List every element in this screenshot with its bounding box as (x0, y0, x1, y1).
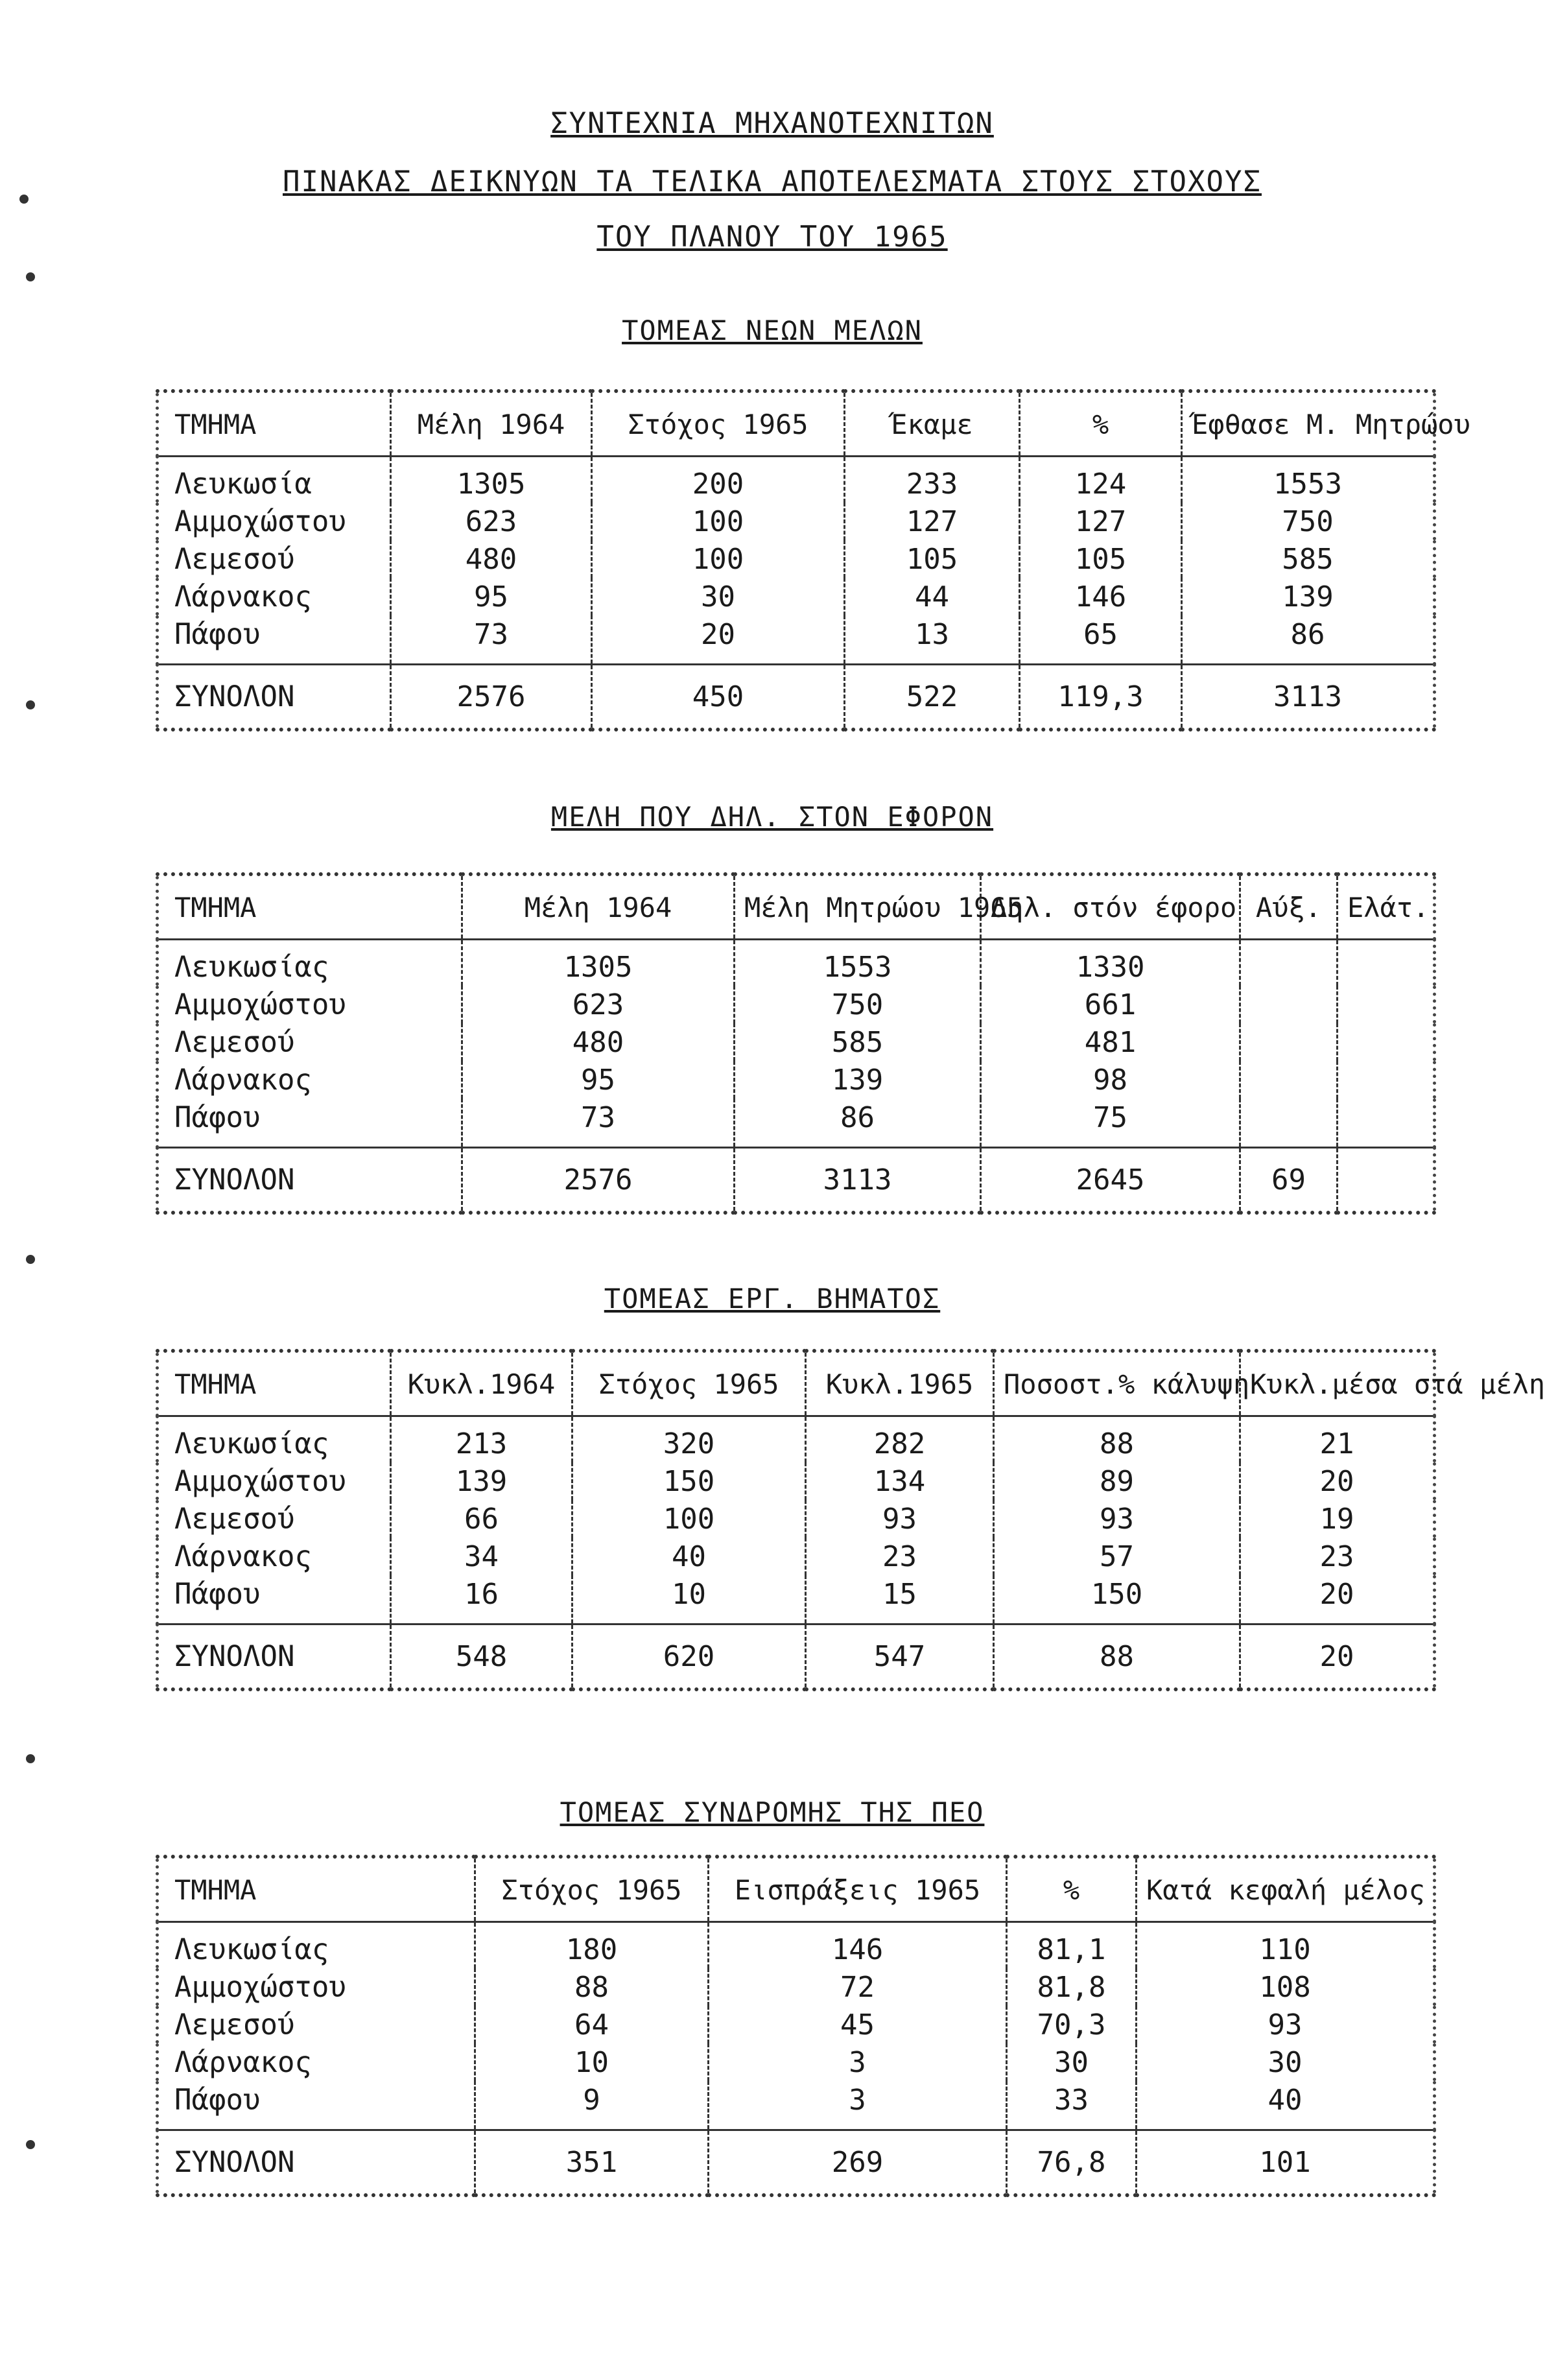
table-cell (1240, 1061, 1338, 1099)
table-cell: Αμμοχώστου (174, 505, 346, 538)
table-cell: 13 (845, 615, 1020, 665)
table-cell: 81,1 (1007, 1922, 1137, 1969)
table-cell: Πάφου (174, 2083, 261, 2117)
table-cell: Πάφου (174, 617, 261, 651)
table-row (158, 540, 1435, 578)
table-cell: 95 (391, 578, 592, 615)
table-cell: 100 (592, 540, 845, 578)
column-header: % (1020, 391, 1182, 457)
table-row (158, 1968, 1435, 2006)
table-cell: 69 (1240, 1148, 1338, 1213)
table-row (158, 1061, 1435, 1099)
table-cell: 100 (592, 503, 845, 540)
document-subheading: ΠΙΝΑΚΑΣ ΔΕΙΚΝΥΩΝ ΤΑ ΤΕΛΙΚΑ ΑΠΟΤΕΛΕΣΜΑΤΑ ΣΤΟΥΣ ΣΤΟΧΟΥΣ (283, 165, 1262, 198)
table-total-row (158, 1148, 1435, 1213)
table-cell: 86 (1182, 615, 1435, 665)
column-header: ΤΜΗΜΑ (158, 874, 462, 940)
table-cell: 108 (1137, 1968, 1435, 2006)
table-cell: 124 (1020, 457, 1182, 503)
table-row (158, 1416, 1435, 1463)
table-row (158, 2043, 1435, 2081)
margin-dot (26, 1754, 35, 1763)
section-title-work-step: ΤΟΜΕΑΣ ΕΡΓ. ΒΗΜΑΤΟΣ (604, 1283, 941, 1315)
table-cell: 547 (806, 1624, 994, 1690)
table-cell: 75 (981, 1099, 1240, 1148)
table-cell: Λεμεσού (174, 2008, 295, 2041)
column-header: Στόχος 1965 (572, 1351, 806, 1416)
table-row (158, 1538, 1435, 1575)
table-cell: 661 (981, 986, 1240, 1023)
table-row (158, 578, 1435, 615)
table-cell (1338, 1023, 1435, 1061)
table-cell: 623 (391, 503, 592, 540)
table-cell: 81,8 (1007, 1968, 1137, 2006)
column-header: ΤΜΗΜΑ (158, 1857, 475, 1922)
table-row (158, 1922, 1435, 1969)
table-cell: Λευκωσίας (174, 1933, 329, 1966)
table-cell: Λεμεσού (174, 1502, 295, 1536)
table-cell: 20 (592, 615, 845, 665)
table-cell: 44 (845, 578, 1020, 615)
table-cell: 139 (391, 1462, 572, 1500)
table-cell: 105 (1020, 540, 1182, 578)
table-cell: 73 (391, 615, 592, 665)
column-header: ΤΜΗΜΑ (158, 391, 391, 457)
table-cell: 750 (1182, 503, 1435, 540)
table-cell: 282 (806, 1416, 994, 1463)
table-cell: 45 (709, 2006, 1007, 2043)
table-cell: 30 (1007, 2043, 1137, 2081)
table-cell: 213 (391, 1416, 572, 1463)
column-header: Στόχος 1965 (475, 1857, 709, 1922)
table-header-row (158, 391, 1435, 457)
table-row (158, 1099, 1435, 1148)
table-cell: 180 (475, 1922, 709, 1969)
table-cell (1240, 940, 1338, 986)
table-total-row (158, 665, 1435, 730)
table-declared-members (156, 872, 1436, 1215)
table-cell (1240, 1023, 1338, 1061)
table-cell: 23 (806, 1538, 994, 1575)
table-cell: 15 (806, 1575, 994, 1624)
column-header: Κατά κεφαλή μέλος (1137, 1857, 1435, 1922)
table-cell (1240, 1099, 1338, 1148)
table-cell: 450 (592, 665, 845, 730)
table-cell: Αμμοχώστου (174, 1464, 346, 1498)
table-cell (1338, 986, 1435, 1023)
table-cell: 70,3 (1007, 2006, 1137, 2043)
table-cell: 93 (806, 1500, 994, 1538)
column-header: Κυκλ.1964 (391, 1351, 572, 1416)
table-row (158, 940, 1435, 986)
table-cell: Λάρνακος (174, 2045, 312, 2079)
table-cell: 1305 (391, 457, 592, 503)
table-cell: 95 (462, 1061, 735, 1099)
column-header: Ποσοστ.% κάλυψη (994, 1351, 1240, 1416)
table-cell: 1553 (1182, 457, 1435, 503)
column-header: ΤΜΗΜΑ (158, 1351, 391, 1416)
table-cell: Λευκωσία (174, 467, 312, 501)
table-cell: 3113 (735, 1148, 981, 1213)
table-cell: 233 (845, 457, 1020, 503)
column-header: % (1007, 1857, 1137, 1922)
table-cell: Λευκωσίας (174, 950, 329, 984)
table-cell: 105 (845, 540, 1020, 578)
table-cell: 127 (1020, 503, 1182, 540)
table-cell: Λάρνακος (174, 580, 312, 613)
table-cell: 93 (994, 1500, 1240, 1538)
section-title-subscription: ΤΟΜΕΑΣ ΣΥΝΔΡΟΜΗΣ ΤΗΣ ΠΕΟ (560, 1796, 985, 1828)
table-cell: ΣΥΝΟΛΟΝ (158, 665, 391, 730)
table-cell: 101 (1137, 2130, 1435, 2196)
table-cell: 139 (735, 1061, 981, 1099)
table-cell: 110 (1137, 1922, 1435, 1969)
table-cell: 146 (1020, 578, 1182, 615)
table-cell: 1305 (462, 940, 735, 986)
margin-dot (26, 2140, 35, 2149)
table-cell: 98 (981, 1061, 1240, 1099)
table-cell: 585 (735, 1023, 981, 1061)
table-cell: 269 (709, 2130, 1007, 2196)
table-cell: 30 (1137, 2043, 1435, 2081)
table-total-row (158, 1624, 1435, 1690)
table-cell: Λεμεσού (174, 542, 295, 576)
table-cell: 40 (1137, 2081, 1435, 2130)
table-new-members (156, 389, 1470, 732)
column-header: Έκαμε (845, 391, 1020, 457)
table-cell: 86 (735, 1099, 981, 1148)
table-cell: 19 (1240, 1500, 1435, 1538)
table-subscription (156, 1855, 1436, 2197)
table-row (158, 986, 1435, 1023)
table-cell: 320 (572, 1416, 806, 1463)
table-cell: 522 (845, 665, 1020, 730)
table-cell: 20 (1240, 1575, 1435, 1624)
table-work-step (156, 1349, 1545, 1691)
column-header: Εισπράξεις 1965 (709, 1857, 1007, 1922)
table-cell (1240, 986, 1338, 1023)
table-cell: Πάφου (174, 1101, 261, 1134)
table-cell: 351 (475, 2130, 709, 2196)
table-total-row (158, 2130, 1435, 2196)
column-header: Μέλη Μητρώου 1965 (735, 874, 981, 940)
table-cell: 65 (1020, 615, 1182, 665)
table-cell: 150 (994, 1575, 1240, 1624)
table-cell: Αμμοχώστου (174, 988, 346, 1021)
table-cell: 139 (1182, 578, 1435, 615)
table-cell: Λευκωσίας (174, 1427, 329, 1460)
table-header-row (158, 1351, 1435, 1416)
margin-dot (26, 272, 35, 281)
column-header: Κυκλ.μέσα στά μέλη (1240, 1351, 1435, 1416)
table-cell: 10 (572, 1575, 806, 1624)
document-subheading-year: ΤΟΥ ΠΛΑΝΟΥ ΤΟΥ 1965 (596, 220, 948, 254)
table-row (158, 1023, 1435, 1061)
table-cell: Αμμοχώστου (174, 1970, 346, 2004)
table-cell: 72 (709, 1968, 1007, 2006)
table-cell: 21 (1240, 1416, 1435, 1463)
table-cell: 119,3 (1020, 665, 1182, 730)
document-heading: ΣΥΝΤΕΧΝΙΑ ΜΗΧΑΝΟΤΕΧΝΙΤΩΝ (550, 107, 994, 140)
section-title-declared-members: ΜΕΛΗ ΠΟΥ ΔΗΛ. ΣΤΟΝ ΕΦΟΡΟΝ (550, 801, 994, 833)
table-cell: 33 (1007, 2081, 1137, 2130)
table-row (158, 1500, 1435, 1538)
table-cell: 100 (572, 1500, 806, 1538)
table-cell: ΣΥΝΟΛΟΝ (158, 1148, 462, 1213)
table-cell: 88 (994, 1624, 1240, 1690)
table-cell: 30 (592, 578, 845, 615)
table-cell: 88 (994, 1416, 1240, 1463)
column-header: Μέλη 1964 (462, 874, 735, 940)
table-cell: 3 (709, 2043, 1007, 2081)
table-cell: 200 (592, 457, 845, 503)
table-row (158, 2081, 1435, 2130)
table-cell: ΣΥΝΟΛΟΝ (158, 1624, 391, 1690)
column-header: Μέλη 1964 (391, 391, 592, 457)
table-cell: 623 (462, 986, 735, 1023)
table-cell: 750 (735, 986, 981, 1023)
table-cell: 23 (1240, 1538, 1435, 1575)
table-cell: 585 (1182, 540, 1435, 578)
column-header: Έφθασε Μ. Μητρώου (1182, 391, 1435, 457)
table-row (158, 1575, 1435, 1624)
table-cell: 9 (475, 2081, 709, 2130)
table-row (158, 457, 1435, 503)
table-cell: 57 (994, 1538, 1240, 1575)
margin-dot (19, 195, 29, 204)
table-row (158, 2006, 1435, 2043)
table-cell: Πάφου (174, 1577, 261, 1611)
table-cell: Λάρνακος (174, 1540, 312, 1573)
column-header: Δηλ. στόν έφορο (981, 874, 1240, 940)
margin-dot (26, 700, 35, 709)
table-row (158, 503, 1435, 540)
table-cell: 89 (994, 1462, 1240, 1500)
section-title-new-members: ΤΟΜΕΑΣ ΝΕΩΝ ΜΕΛΩΝ (622, 315, 923, 346)
table-cell: 2576 (391, 665, 592, 730)
column-header: Στόχος 1965 (592, 391, 845, 457)
table-cell: 20 (1240, 1462, 1435, 1500)
table-cell: 620 (572, 1624, 806, 1690)
table-cell: Λάρνακος (174, 1063, 312, 1097)
table-cell: 93 (1137, 2006, 1435, 2043)
table-cell: 1553 (735, 940, 981, 986)
table-cell: 127 (845, 503, 1020, 540)
table-cell: 481 (981, 1023, 1240, 1061)
table-cell: 3113 (1182, 665, 1435, 730)
table-cell: 480 (391, 540, 592, 578)
table-row (158, 1462, 1435, 1500)
table-cell (1338, 940, 1435, 986)
table-row (158, 615, 1435, 665)
table-cell: 3 (709, 2081, 1007, 2130)
table-cell: 64 (475, 2006, 709, 2043)
table-cell: 66 (391, 1500, 572, 1538)
table-cell (1338, 1061, 1435, 1099)
table-header-row (158, 874, 1435, 940)
table-cell: 73 (462, 1099, 735, 1148)
table-cell: 34 (391, 1538, 572, 1575)
table-cell: 548 (391, 1624, 572, 1690)
column-header: Ελάτ. (1338, 874, 1435, 940)
table-cell: 2576 (462, 1148, 735, 1213)
table-header-row (158, 1857, 1435, 1922)
table-cell: 2645 (981, 1148, 1240, 1213)
table-cell: 146 (709, 1922, 1007, 1969)
table-cell: 16 (391, 1575, 572, 1624)
table-cell: 1330 (981, 940, 1240, 986)
table-cell: 88 (475, 1968, 709, 2006)
column-header: Αύξ. (1240, 874, 1338, 940)
margin-dot (26, 1255, 35, 1264)
table-cell: ΣΥΝΟΛΟΝ (158, 2130, 475, 2196)
column-header: Κυκλ.1965 (806, 1351, 994, 1416)
table-cell: 76,8 (1007, 2130, 1137, 2196)
table-cell: 20 (1240, 1624, 1435, 1690)
table-cell: 40 (572, 1538, 806, 1575)
table-cell (1338, 1148, 1435, 1213)
table-cell: 134 (806, 1462, 994, 1500)
table-cell: 150 (572, 1462, 806, 1500)
table-cell (1338, 1099, 1435, 1148)
table-cell: 480 (462, 1023, 735, 1061)
table-cell: Λεμεσού (174, 1025, 295, 1059)
table-cell: 10 (475, 2043, 709, 2081)
